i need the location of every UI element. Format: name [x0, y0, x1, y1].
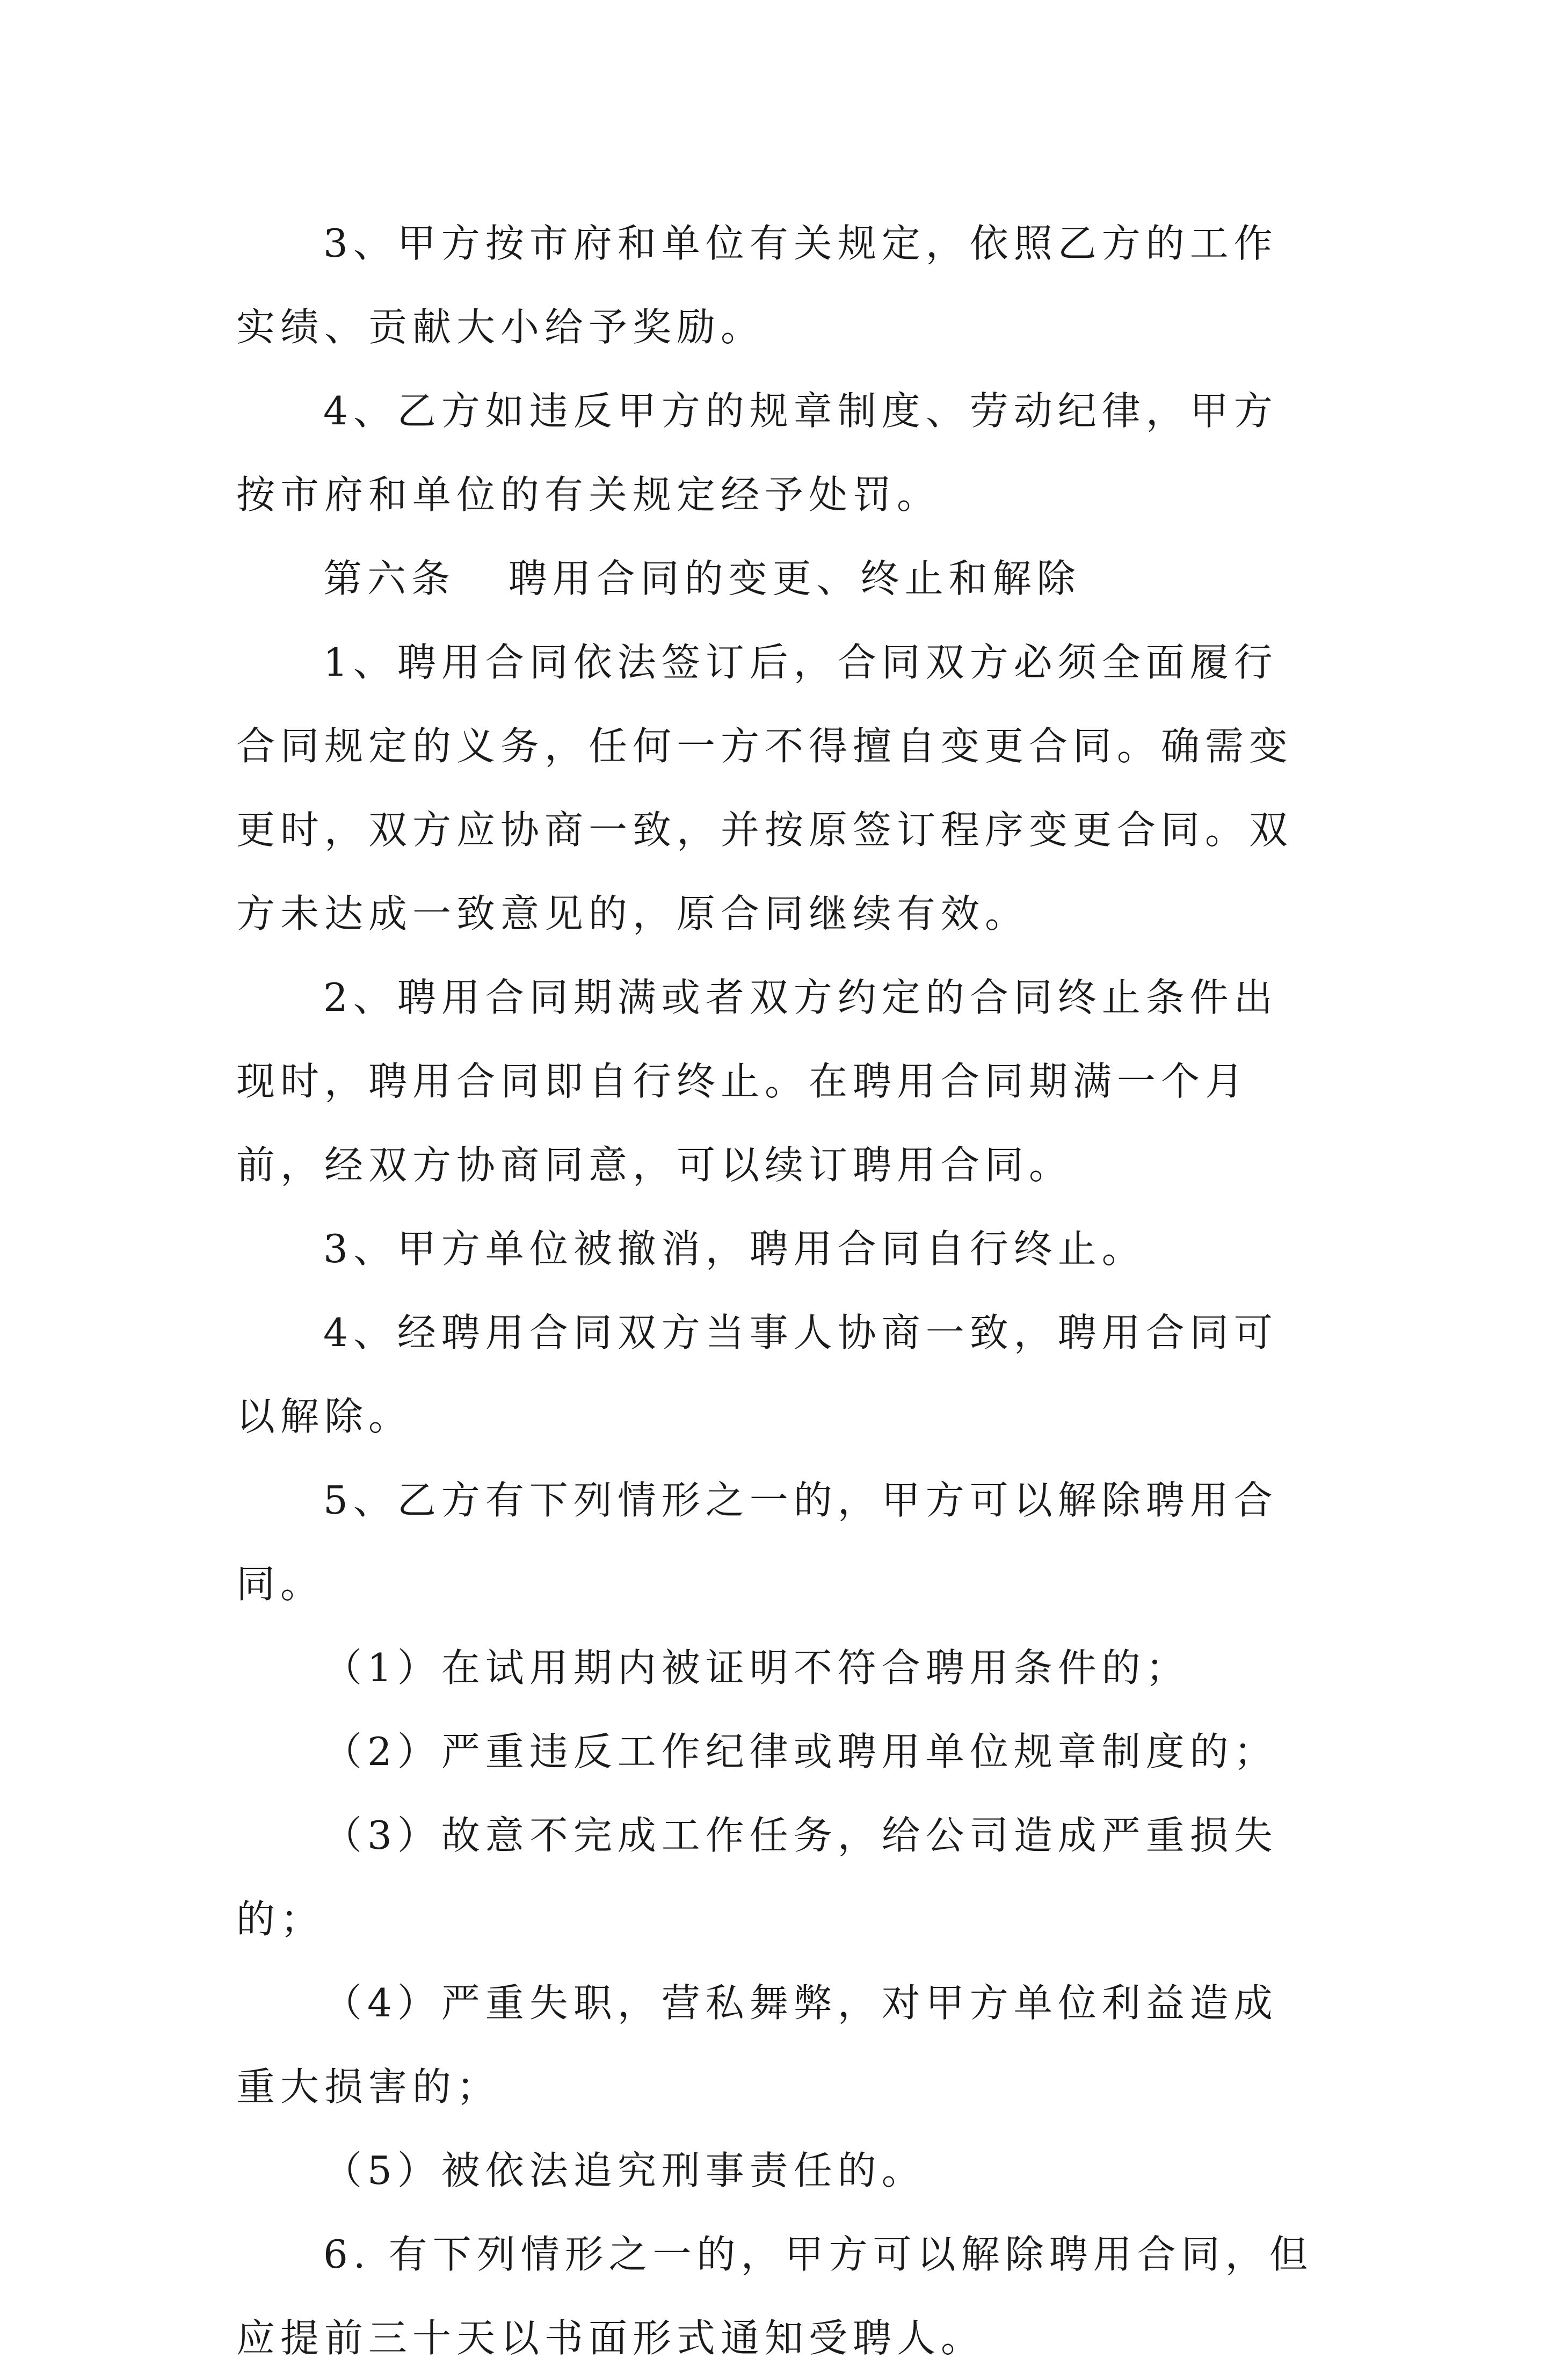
clause-6-item-1: 1、聘用合同依法签订后，合同双方必须全面履行合同规定的义务，任何一方不得擅自变更合同。确需变更时，双方应协商一致，并按原签订程序变更合同。双方未达成一致意见的，原合同继续有效。 [236, 640, 1294, 936]
subitem-2: （2）严重违反工作纪律或聘用单位规章制度的； [323, 1729, 1278, 1774]
document-body [236, 201, 1321, 2380]
clause-6-item-6: 6. 有下列情形之一的，甲方可以解除聘用合同，但应提前三十天以书面形式通知受聘人。 [236, 2232, 1313, 2361]
subitem-3: （3）故意不完成工作任务，给公司造成严重损失的； [236, 1813, 1278, 1942]
clause-5-item-4: 4、乙方如违反甲方的规章制度、劳动纪律，甲方按市府和单位的有关规定经予处罚。 [236, 388, 1278, 517]
clause-5-item-3: 3、甲方按市府和单位有关规定，依照乙方的工作实绩、贡献大小给予奖励。 [236, 221, 1278, 350]
subitem-1: （1）在试用期内被证明不符合聘用条件的； [323, 1645, 1190, 1690]
article-6-heading: 第六条 聘用合同的变更、终止和解除 [323, 556, 1081, 601]
clause-6-item-3: 3、甲方单位被撤消，聘用合同自行终止。 [323, 1226, 1146, 1271]
clause-6-item-2: 2、聘用合同期满或者双方约定的合同终止条件出现时，聘用合同即自行终止。在聘用合同期满一个月前，经双方协商同意，可以续订聘用合同。 [236, 975, 1278, 1188]
subitem-5: （5）被依法追究刑事责任的。 [323, 2148, 926, 2193]
clause-6-item-4: 4、经聘用合同双方当事人协商一致，聘用合同可以解除。 [236, 1310, 1278, 1439]
clause-6-item-5: 5、乙方有下列情形之一的，甲方可以解除聘用合同。 [236, 1478, 1278, 1607]
subitem-4: （4）严重失职，营私舞弊，对甲方单位利益造成重大损害的； [236, 1980, 1278, 2109]
